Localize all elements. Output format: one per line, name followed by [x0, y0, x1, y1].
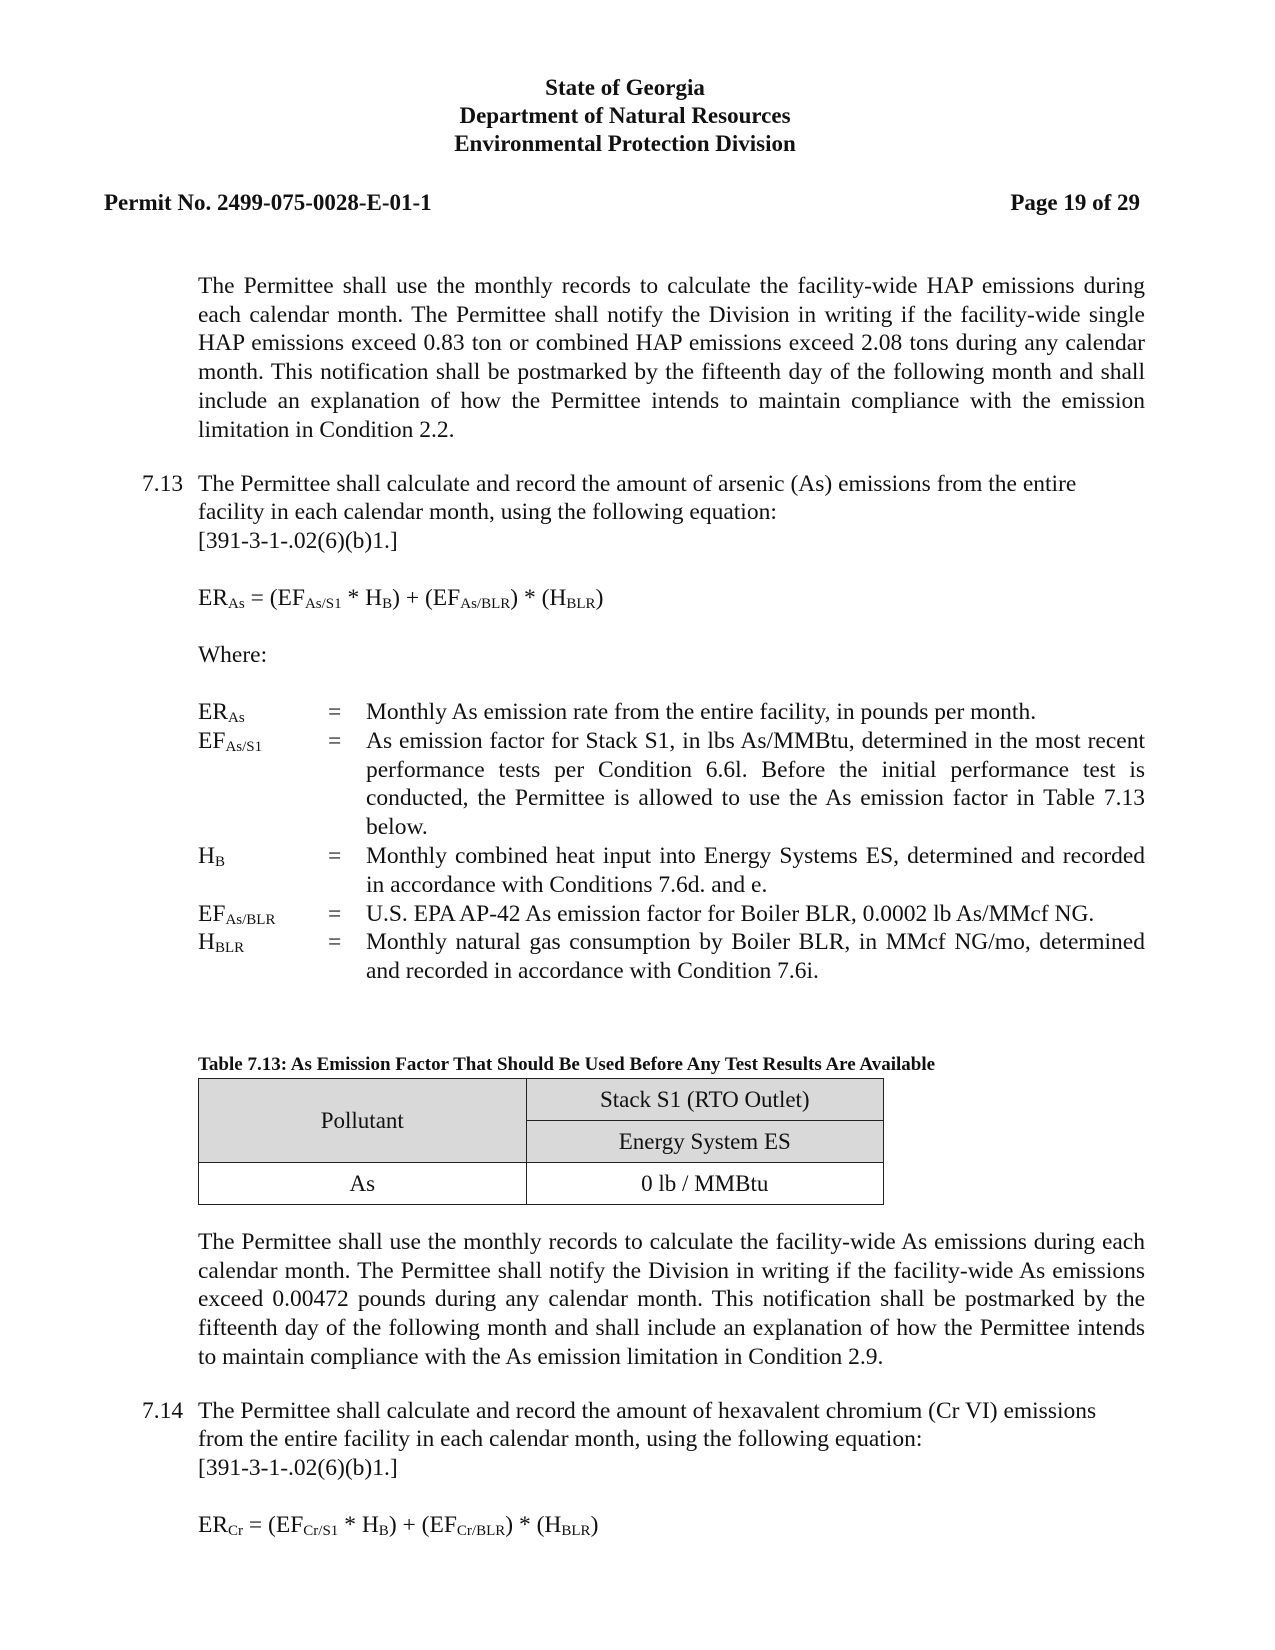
- eq-part: * H: [341, 585, 383, 611]
- header-state: State of Georgia: [545, 75, 705, 100]
- eq-sub: B: [382, 596, 393, 612]
- table-header-stack: Stack S1 (RTO Outlet): [526, 1079, 883, 1121]
- eq-part: ) + (EF: [388, 1512, 457, 1538]
- condition-7-14-number: 7.14: [142, 1398, 184, 1424]
- def-equals: =: [328, 728, 342, 754]
- def-text-hblr: Monthly natural gas consumption by Boiler BLR, in MMcf NG/mo, determined and recorded in accordance with Condition 7.6i.: [366, 929, 1145, 984]
- def-term-ef-as-blr: $EF_{As/BLR}$: [198, 901, 276, 928]
- def-text-er-as: Monthly As emission rate from the entire facility, in pounds per month.: [366, 699, 1037, 725]
- def-text-ef-as-s1: As emission factor for Stack S1, in lbs As/MMBtu, determined in the most recent performance tests per Condition 6.6l. Before the initial performance test is conducted, the Permittee is allowed to use the As emission factor in Table 7.13 below.: [366, 728, 1145, 841]
- eq-part: ) * (H: [510, 585, 567, 611]
- def-term-er-as: $ER_{As}$: [198, 699, 245, 726]
- condition-7-13-rule: [391-3-1-.02(6)(b)1.]: [198, 528, 398, 554]
- equation-as: [198, 584, 603, 619]
- header-department: Department of Natural Resources: [459, 103, 791, 128]
- permit-number: Permit No. 2499-075-0028-E-01-1: [104, 190, 432, 215]
- eq-sub: Cr/BLR: [456, 1523, 506, 1539]
- eq-part: = (EF: [244, 585, 305, 611]
- eq-sub: As: [228, 596, 245, 612]
- table-cell-pollutant: As: [199, 1163, 527, 1205]
- eq-sub: B: [378, 1523, 389, 1539]
- def-term-hblr: $H_{BLR}$: [198, 929, 245, 956]
- table-7-13-caption: Table 7.13: As Emission Factor That Should Be Used Before Any Test Results Are Available: [198, 1054, 936, 1075]
- def-term-ef-as-s1: $EF_{As/S1}$: [198, 728, 263, 755]
- hap-paragraph: The Permittee shall use the monthly records to calculate the facility-wide HAP emissions during each calendar month. The Permittee shall notify the Division in writing if the facility-wide single HAP emissions exceed 0.83 ton or combined HAP emissions exceed 2.08 tons during any calendar month. This notification shall be postmarked by the fifteenth day of the following month and shall include an explanation of how the Permittee intends to maintain compliance with the emission limitation in Condition 2.2.: [198, 273, 1145, 443]
- def-text-hb: Monthly combined heat input into Energy Systems ES, determined and recorded in accordance with Conditions 7.6d. and e.: [366, 843, 1145, 898]
- def-equals: =: [328, 699, 342, 725]
- eq-part: ER: [198, 585, 229, 611]
- eq-sub: Cr: [228, 1523, 244, 1539]
- def-term-hb: $H_B$: [198, 843, 225, 870]
- condition-7-14-text-line2: from the entire facility in each calendar month, using the following equation:: [198, 1426, 923, 1452]
- eq-sub: As/S1: [304, 596, 342, 612]
- eq-part: ) * (H: [505, 1512, 562, 1538]
- eq-sub: Cr/S1: [303, 1523, 339, 1539]
- header-division: Environmental Protection Division: [454, 131, 796, 156]
- eq-sub: BLR: [561, 1523, 591, 1539]
- eq-part: ) + (EF: [392, 585, 461, 611]
- table-cell-value: 0 lb / MMBtu: [526, 1163, 883, 1205]
- table-header-pollutant: Pollutant: [199, 1079, 527, 1163]
- table-header-energy-system: Energy System ES: [526, 1121, 883, 1163]
- equation-cr: [198, 1511, 598, 1546]
- eq-part: ER: [198, 1512, 229, 1538]
- eq-sub: As/BLR: [460, 596, 511, 612]
- def-equals: =: [328, 843, 342, 869]
- page-number: Page 19 of 29: [1010, 190, 1140, 215]
- def-equals: =: [328, 929, 342, 955]
- condition-7-13-text-line2: facility in each calendar month, using the following equation:: [198, 499, 777, 525]
- where-label: Where:: [198, 642, 268, 668]
- condition-7-13-text-line1: The Permittee shall calculate and record the amount of arsenic (As) emissions from the entire: [198, 471, 1077, 497]
- eq-part: = (EF: [243, 1512, 304, 1538]
- eq-part: * H: [338, 1512, 379, 1538]
- eq-part: ): [595, 585, 604, 611]
- def-text-ef-as-blr: U.S. EPA AP-42 As emission factor for Boiler BLR, 0.0002 lb As/MMcf NG.: [366, 901, 1095, 927]
- eq-sub: BLR: [566, 596, 596, 612]
- eq-part: ): [590, 1512, 599, 1538]
- condition-7-14-rule: [391-3-1-.02(6)(b)1.]: [198, 1455, 398, 1481]
- condition-7-14-text-line1: The Permittee shall calculate and record the amount of hexavalent chromium (Cr VI) emissions: [198, 1398, 1097, 1424]
- table-7-13: [198, 1078, 884, 1205]
- def-equals: =: [328, 901, 342, 927]
- condition-7-13-number: 7.13: [142, 471, 184, 497]
- as-notification-paragraph: The Permittee shall use the monthly records to calculate the facility-wide As emissions during each calendar month. The Permittee shall notify the Division in writing if the facility-wide As emissions exceed 0.00472 pounds during any calendar month. This notification shall be postmarked by the fifteenth day of the following month and shall include an explanation of how the Permittee intends to maintain compliance with the As emission limitation in Condition 2.9.: [198, 1229, 1145, 1370]
